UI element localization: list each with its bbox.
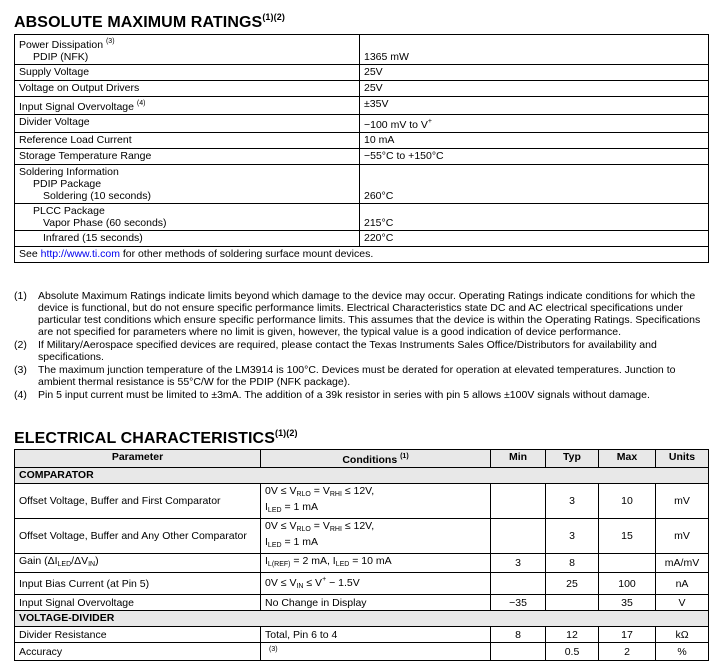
header-row (15, 450, 709, 468)
category-label: COMPARATOR (15, 468, 709, 484)
footnote: (1) Absolute Maximum Ratings indicate limits beyond which damage to the device may occur. Operating Ratings indicate conditions for which the device is functional, but do not ensure specific performance limits. Electrical Characteristics state DC and AC electrical specifications under particular test conditions which ensure specific performance limits. This assumes that the device is within the Operating Ratings. Specifications are not specified for parameters where no limit is given, however, the typical value is a good indication of device performance. (14, 290, 701, 338)
typ-cell: 25 (546, 573, 599, 595)
cond-cell: (3) (261, 643, 491, 661)
table-row (15, 35, 709, 65)
table-row (15, 97, 709, 115)
cond-cell: $0V \le V_{RLO} = V_{RHI} \le 12V$, $I_{LED} = 1$ mA (261, 519, 491, 554)
header-conditions: Conditions $^{(1)}$ (261, 450, 491, 468)
units-cell: % (656, 643, 709, 661)
footnote: (4) Pin 5 input current must be limited to ±3mA. The addition of a 39k resistor in series with pin 5 allows ±100V signals without damage. (14, 389, 650, 401)
cond-cell: $0V \le V_{IN} \le V^+ - 1.5V$ (261, 573, 491, 595)
header-max: Max (599, 450, 656, 468)
min-cell: −35 (491, 595, 546, 611)
value-cell: −100 mV to V+ (360, 115, 709, 133)
value-cell: 260°C (360, 165, 709, 204)
table-row (15, 149, 709, 165)
table-row (15, 573, 709, 595)
category-row (15, 611, 709, 627)
table-row (15, 627, 709, 643)
param-cell: Input Bias Current (at Pin 5) (15, 573, 261, 595)
units-cell: nA (656, 573, 709, 595)
typ-cell: 3 (546, 519, 599, 554)
header-typ: Typ (546, 450, 599, 468)
table-row (15, 643, 709, 661)
table-row (15, 165, 709, 204)
electrical-characteristics-table (14, 449, 709, 661)
max-cell: 35 (599, 595, 656, 611)
param-cell: Input Signal Overvoltage $^{(4)}$ (15, 97, 360, 115)
value-cell: 215°C (360, 204, 709, 231)
ti-link[interactable]: http://www.ti.com (40, 248, 120, 260)
value-cell: −55°C to +150°C (360, 149, 709, 165)
cond-cell: $0V \le V_{RLO} = V_{RHI} \le 12V$, $I_{LED} = 1$ mA (261, 484, 491, 519)
min-cell (491, 484, 546, 519)
amr-title: ABSOLUTE MAXIMUM $RATINGS^{(1)(2)}$ (14, 12, 285, 31)
value-cell: 220°C (360, 231, 709, 247)
param-cell: Accuracy (15, 643, 261, 661)
table-row (15, 65, 709, 81)
table-row (15, 81, 709, 97)
param-cell: Divider Voltage (15, 115, 360, 133)
table-row (15, 519, 709, 554)
table-row (15, 484, 709, 519)
param-cell: Infrared (15 seconds) (15, 231, 360, 247)
param-cell: Gain $(\Delta I_{LED}/\Delta V_{IN})$ (15, 554, 261, 573)
param-cell: Supply Voltage (15, 65, 360, 81)
max-cell: 2 (599, 643, 656, 661)
max-cell: 10 (599, 484, 656, 519)
min-cell (491, 643, 546, 661)
min-cell: 8 (491, 627, 546, 643)
ec-title: ELECTRICAL $CHARACTERISTICS^{(1)(2)}$ (14, 428, 298, 447)
typ-cell: 12 (546, 627, 599, 643)
typ-cell (546, 595, 599, 611)
footnotes (14, 290, 708, 402)
value-cell: 25V (360, 81, 709, 97)
header-parameter: Parameter (15, 450, 261, 468)
absolute-maximum-ratings-table (14, 34, 709, 263)
cond-cell: $I_{L(REF)} = 2$ mA, $I_{LED} = 10$ mA (261, 554, 491, 573)
max-cell: 17 (599, 627, 656, 643)
param-cell: Offset Voltage, Buffer and Any Other Comparator (15, 519, 261, 554)
param-cell: Input Signal Overvoltage (15, 595, 261, 611)
category-label: VOLTAGE-DIVIDER (15, 611, 709, 627)
table-row (15, 595, 709, 611)
footnote: (2) If Military/Aerospace specified devices are required, please contact the Texas Instruments Sales Office/Distributors for availability and specifications. (14, 339, 657, 363)
max-cell (599, 554, 656, 573)
param-cell: Reference Load Current (15, 133, 360, 149)
typ-cell: 8 (546, 554, 599, 573)
param-cell: PLCC Package Vapor Phase (60 seconds) (15, 204, 360, 231)
value-cell: 1365 mW (360, 35, 709, 65)
min-cell (491, 573, 546, 595)
cond-cell: No Change in Display (261, 595, 491, 611)
cond-cell: Total, Pin 6 to 4 (261, 627, 491, 643)
typ-cell: 0.5 (546, 643, 599, 661)
footnote: (3) The maximum junction temperature of the LM3914 is 100°C. Devices must be derated for operation at elevated temperatures. Junction to ambient thermal resistance is 55°C/W for the PDIP (NFK package). (14, 364, 676, 388)
param-cell: Soldering Information PDIP Package Soldering (10 seconds) (15, 165, 360, 204)
param-cell: Storage Temperature Range (15, 149, 360, 165)
table-row (15, 554, 709, 573)
header-min: Min (491, 450, 546, 468)
value-cell: 25V (360, 65, 709, 81)
table-row (15, 204, 709, 231)
category-row (15, 468, 709, 484)
units-cell: kΩ (656, 627, 709, 643)
max-cell: 15 (599, 519, 656, 554)
table-row (15, 115, 709, 133)
value-cell: ±35V (360, 97, 709, 115)
units-cell: V (656, 595, 709, 611)
typ-cell: 3 (546, 484, 599, 519)
param-cell: Voltage on Output Drivers (15, 81, 360, 97)
units-cell: mV (656, 484, 709, 519)
table-row (15, 133, 709, 149)
min-cell (491, 519, 546, 554)
value-cell: 10 mA (360, 133, 709, 149)
units-cell: mV (656, 519, 709, 554)
table-row (15, 247, 709, 263)
param-cell: Power Dissipation $^{(3)}$ PDIP (NFK) (15, 35, 360, 65)
header-units: Units (656, 450, 709, 468)
units-cell: mA/mV (656, 554, 709, 573)
footer-cell: See http://www.ti.com for other methods of soldering surface mount devices. (15, 247, 709, 263)
table-row (15, 231, 709, 247)
max-cell: 100 (599, 573, 656, 595)
param-cell: Divider Resistance (15, 627, 261, 643)
param-cell: Offset Voltage, Buffer and First Comparator (15, 484, 261, 519)
min-cell: 3 (491, 554, 546, 573)
